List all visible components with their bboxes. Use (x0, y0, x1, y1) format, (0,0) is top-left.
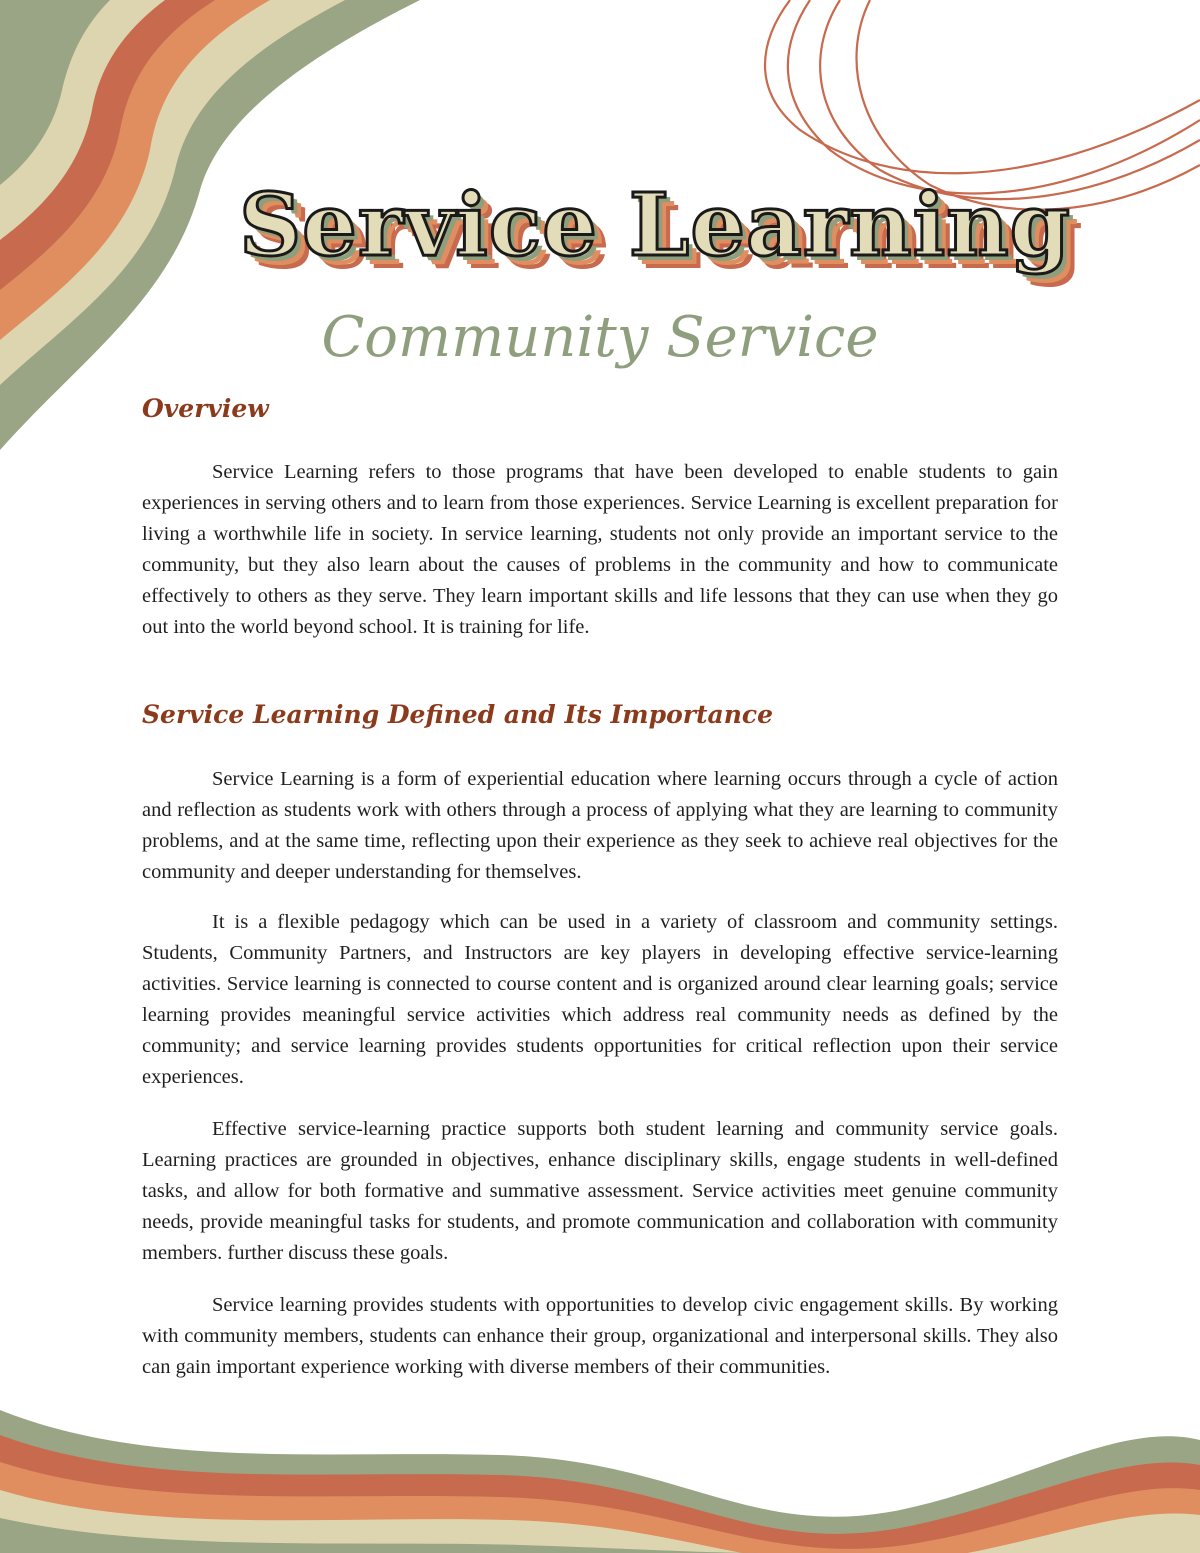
document-subtitle: Community Service (321, 305, 879, 370)
paragraph-effective-practice: Effective service-learning practice supports both student learning and community service goals. Learning practices are grounded in objectives, enhance disciplinary skills, engage students in well-defined tasks, and allow for both formative and summative assessment. Service activities meet genuine community needs, provide meaningful tasks for students, and promote communication and collaboration with community members. further discuss these goals. (142, 1118, 1058, 1264)
paragraph-pedagogy: It is a flexible pedagogy which can be used in a variety of classroom and community settings. Students, Community Partners, and Instructors are key players in developing effective service-learning activities. Service learning is connected to course content and is organized around clear learning goals; service learning provides meaningful service activities which address real community needs as defined by the community; and service learning provides students opportunities for critical reflection upon their service experiences. (142, 911, 1058, 1088)
section-heading-overview: Overview (142, 394, 269, 423)
section-heading-defined: Service Learning Defined and Its Importance (142, 700, 774, 729)
paragraph-civic-engagement: Service learning provides students with opportunities to develop civic engagement skills. By working with community members, students can enhance their group, organizational and interpersonal skills. They also can gain important experience working with diverse members of their communities. (142, 1294, 1058, 1378)
paragraph-overview: Service Learning refers to those programs that have been developed to enable students to gain experiences in serving others and to learn from those experiences. Service Learning is excellent preparation for living a worthwhile life in society. In service learning, students not only provide an important service to the community, but they also learn about the causes of problems in the community and how to communicate effectively to others as they serve. They learn important skills and life lessons that they can use when they go out into the world beyond school. It is training for life. (142, 461, 1058, 638)
document-title: Service Learning (239, 175, 1071, 276)
paragraph-definition: Service Learning is a form of experiential education where learning occurs through a cycle of action and reflection as students work with others through a process of applying what they are learning to community problems, and at the same time, reflecting upon their experience as they seek to achieve real objectives for the community and deeper understanding for themselves. (142, 768, 1058, 883)
